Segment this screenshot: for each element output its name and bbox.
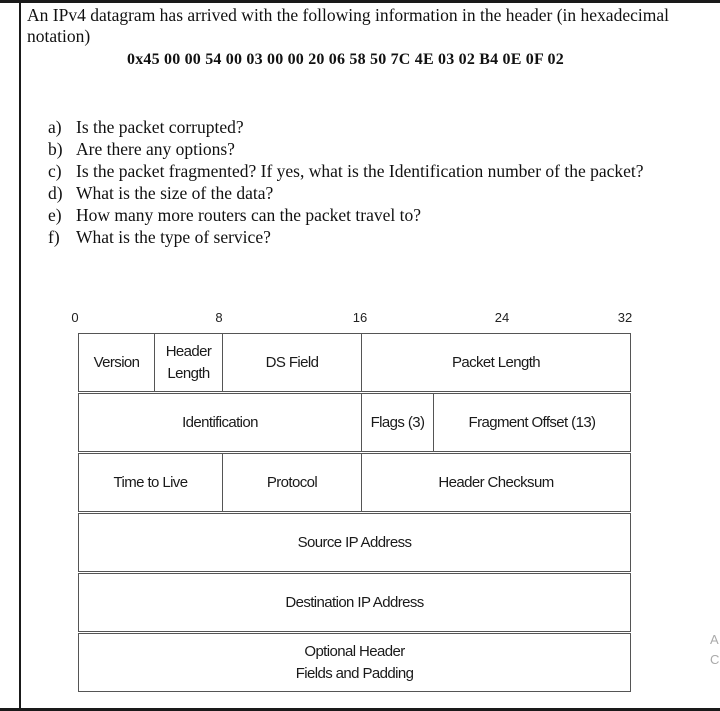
question-text: Is the packet corrupted? (76, 117, 244, 137)
header-row-1 (78, 333, 631, 392)
question-text: Are there any options? (76, 139, 235, 159)
packet-length-field (361, 334, 630, 391)
source-ip-label: Source IP Address (297, 533, 412, 551)
protocol-label: Protocol (266, 473, 318, 491)
version-label: Version (93, 353, 140, 371)
optional-label-line1: Optional Header (304, 642, 405, 660)
fragment-offset-field (433, 394, 630, 451)
header-row-3 (78, 453, 631, 512)
side-mark-c: C (710, 652, 720, 667)
bit-label-32: 32 (617, 310, 633, 325)
cropped-side-text (710, 630, 719, 670)
question-label: c) (48, 161, 62, 181)
ds-field-label: DS Field (265, 353, 319, 371)
flags-field (361, 394, 433, 451)
bit-label-16: 16 (352, 310, 368, 325)
ttl-label: Time to Live (113, 473, 188, 491)
fragment-offset-label: Fragment Offset (13) (468, 413, 596, 431)
question-label: f) (48, 227, 60, 247)
version-field (79, 334, 154, 391)
question-label: a) (48, 117, 62, 137)
question-text: What is the type of service? (76, 227, 271, 247)
source-ip-field (79, 514, 630, 571)
question-text: How many more routers can the packet travel to? (76, 205, 422, 225)
protocol-field (222, 454, 361, 511)
ds-field (222, 334, 361, 391)
optional-fields (79, 634, 630, 691)
header-row-5 (78, 573, 631, 632)
header-length-label-line2: Length (167, 364, 210, 382)
header-checksum-label: Header Checksum (438, 473, 554, 491)
question-label: b) (48, 139, 63, 159)
header-row-4 (78, 513, 631, 572)
question-label: d) (48, 183, 63, 203)
bit-label-0: 0 (71, 310, 79, 325)
bit-label-8: 8 (215, 310, 223, 325)
side-mark-a: A (710, 632, 719, 647)
packet-length-label: Packet Length (451, 353, 541, 371)
ttl-field (79, 454, 222, 511)
header-length-field (154, 334, 222, 391)
identification-label: Identification (182, 413, 258, 431)
question-label: e) (48, 205, 62, 225)
header-row-6 (78, 633, 631, 692)
flags-label: Flags (3) (370, 413, 425, 431)
identification-field (79, 394, 361, 451)
question-text: Is the packet fragmented? If yes, what is the Identification number of the packet? (76, 161, 644, 181)
hex-header-dump: 0x45 00 00 54 00 03 00 00 20 06 58 50 7C 4E 03 02 B4 0E 0F 02 (127, 51, 564, 68)
problem-intro: An IPv4 datagram has arrived with the following information in the header (in hexadecimal notation) (27, 5, 669, 46)
header-length-label-line1: Header (165, 342, 212, 360)
question-text: What is the size of the data? (76, 183, 274, 203)
destination-ip-label: Destination IP Address (285, 593, 424, 611)
optional-label-line2: Fields and Padding (295, 664, 414, 682)
destination-ip-field (79, 574, 630, 631)
bit-label-24: 24 (494, 310, 510, 325)
header-checksum-field (361, 454, 630, 511)
header-row-2 (78, 393, 631, 452)
